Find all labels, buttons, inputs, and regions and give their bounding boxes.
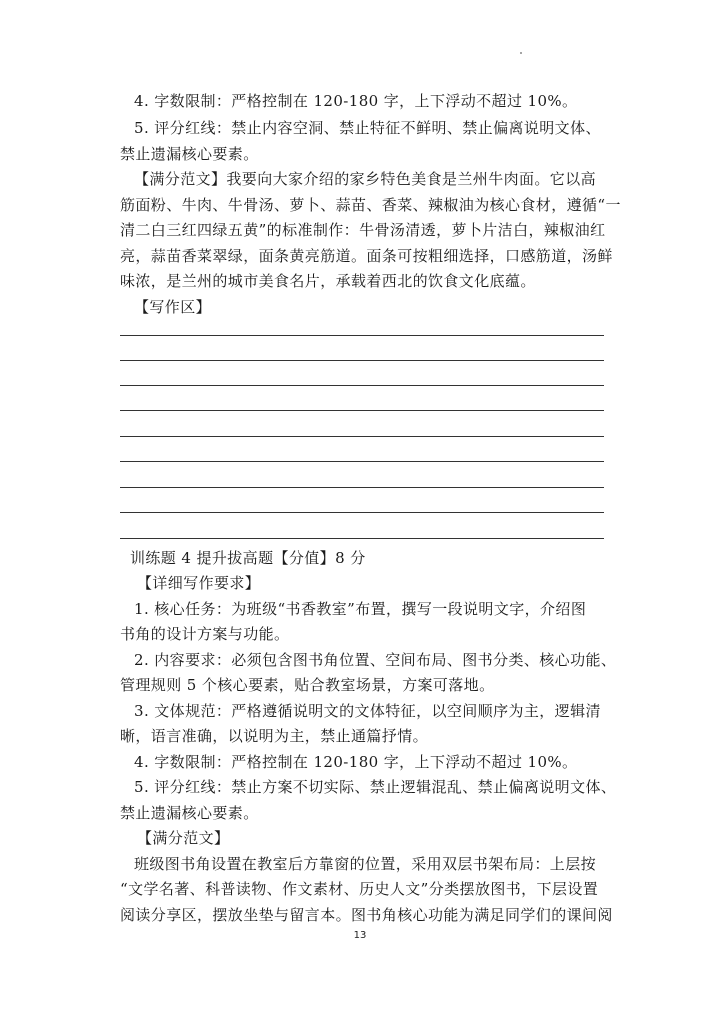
model-essay-line-2: “文学名著、科普读物、作文素材、历史人文”分类摆放图书，下层设置: [120, 880, 599, 898]
req-5-red-line-cont: 禁止遗漏核心要素。: [120, 804, 259, 822]
model-essay-heading: 【满分范文】: [137, 829, 230, 847]
writing-line[interactable]: [120, 461, 604, 462]
writing-line[interactable]: [120, 487, 604, 488]
writing-line[interactable]: [120, 360, 604, 361]
model-essay-line-3: 清二白三红四绿五黄”的标准制作：牛骨汤清透，萝卜片洁白，辣椒油红: [120, 221, 606, 239]
writing-line[interactable]: [120, 538, 604, 539]
req-1-core-task-cont: 书角的设计方案与功能。: [120, 625, 290, 643]
req-2-content: 2. 内容要求：必须包含图书角位置、空间布局、图书分类、核心功能、: [134, 651, 617, 669]
requirements-heading: 【详细写作要求】: [137, 574, 261, 592]
req-3-style-cont: 晰，语言准确，以说明为主，禁止通篇抒情。: [120, 727, 429, 745]
writing-line[interactable]: [120, 512, 604, 513]
model-essay-line-4: 亮，蒜苗香菜翠绿，面条黄亮筋道。面条可按粗细选择，口感筋道，汤鲜: [120, 247, 613, 265]
writing-area-label: 【写作区】: [134, 298, 212, 316]
writing-line[interactable]: [120, 385, 604, 386]
scan-dot: [520, 52, 522, 54]
rule-4-word-limit: 4. 字数限制：严格控制在 120-180 字，上下浮动不超过 10%。: [134, 92, 578, 110]
exercise-4-title: 训练题 4 提升拔高题【分值】8 分: [130, 549, 366, 567]
req-2-content-cont: 管理规则 5 个核心要素，贴合教室场景，方案可落地。: [120, 676, 495, 694]
req-4-word-limit: 4. 字数限制：严格控制在 120-180 字，上下浮动不超过 10%。: [134, 753, 578, 771]
model-essay-paragraph: 【满分范文】我要向大家介绍的家乡特色美食是兰州牛肉面。它以高: [134, 170, 597, 188]
writing-line[interactable]: [120, 436, 604, 437]
rule-5-red-line: 5. 评分红线：禁止内容空洞、禁止特征不鲜明、禁止偏离说明文体、: [134, 119, 601, 137]
req-5-red-line: 5. 评分红线：禁止方案不切实际、禁止逻辑混乱、禁止偏离说明文体、: [134, 778, 617, 796]
writing-line[interactable]: [120, 410, 604, 411]
req-1-core-task: 1. 核心任务：为班级“书香教室”布置，撰写一段说明文字，介绍图: [134, 600, 587, 618]
model-essay-line-5: 味浓，是兰州的城市美食名片，承载着西北的饮食文化底蕴。: [120, 272, 536, 290]
page-number: 13: [353, 930, 367, 941]
model-essay-line-2: 筋面粉、牛肉、牛骨汤、萝卜、蒜苗、香菜、辣椒油为核心食材，遵循“一: [120, 196, 621, 214]
writing-line[interactable]: [120, 335, 604, 336]
model-essay-line-3: 阅读分享区，摆放坐垫与留言本。图书角核心功能为满足同学们的课间阅: [120, 906, 613, 924]
model-essay-line-1: 班级图书角设置在教室后方靠窗的位置，采用双层书架布局：上层按: [134, 855, 597, 873]
rule-5-red-line-cont: 禁止遗漏核心要素。: [120, 145, 259, 163]
req-3-style: 3. 文体规范：严格遵循说明文的文体特征，以空间顺序为主，逻辑清: [134, 702, 601, 720]
